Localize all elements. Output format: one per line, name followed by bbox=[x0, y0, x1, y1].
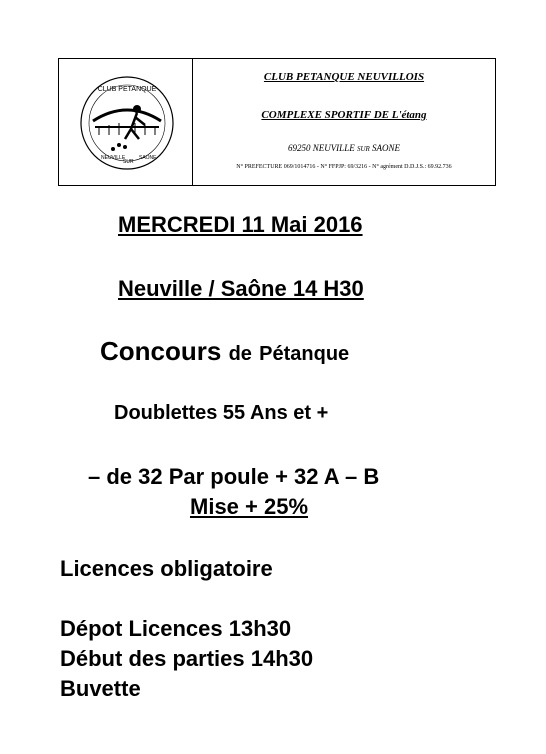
logo-cell bbox=[59, 59, 193, 185]
address-city: 69250 NEUVILLE bbox=[287, 143, 355, 153]
title-petanque: Pétanque bbox=[259, 343, 350, 365]
refreshments: Buvette bbox=[60, 676, 141, 701]
logo-bottom-mid: SUR bbox=[123, 159, 134, 165]
club-info bbox=[193, 59, 495, 185]
club-logo-icon bbox=[79, 75, 175, 171]
club-address bbox=[193, 143, 495, 153]
licences-required: Licences obligatoire bbox=[60, 556, 273, 581]
games-start-time: Début des parties 14h30 bbox=[60, 646, 314, 671]
registration-numbers: N° PREFECTURE 069/1014716 - N° FFPJP: 69/3216 - N° agrément D.D.J.S.: 69.92.736 bbox=[236, 164, 452, 170]
event-title bbox=[100, 336, 349, 367]
logo-bottom-right: SAONE bbox=[139, 155, 157, 161]
event-poule: – de 32 Par poule + 32 A – B bbox=[88, 464, 380, 489]
event-mise: Mise + 25% bbox=[190, 494, 309, 519]
event-place-time: Neuville / Saône 14 H30 bbox=[118, 276, 364, 301]
event-date: MERCREDI 11 Mai 2016 bbox=[118, 212, 363, 237]
title-concours: Concours bbox=[100, 336, 222, 366]
header-box bbox=[58, 58, 496, 186]
address-river: SAONE bbox=[372, 143, 401, 153]
logo-bottom-left: NEUVILLE bbox=[101, 155, 126, 161]
logo-top-text: CLUB PETANQUE bbox=[97, 86, 157, 93]
club-name: CLUB PETANQUE NEUVILLOIS bbox=[263, 71, 425, 83]
complex-name: COMPLEXE SPORTIF DE L'étang bbox=[261, 109, 427, 121]
address-sur: SUR bbox=[356, 145, 370, 153]
licence-deposit-time: Dépot Licences 13h30 bbox=[60, 616, 292, 641]
title-de: de bbox=[228, 343, 252, 365]
event-category: Doublettes 55 Ans et + bbox=[114, 402, 329, 424]
